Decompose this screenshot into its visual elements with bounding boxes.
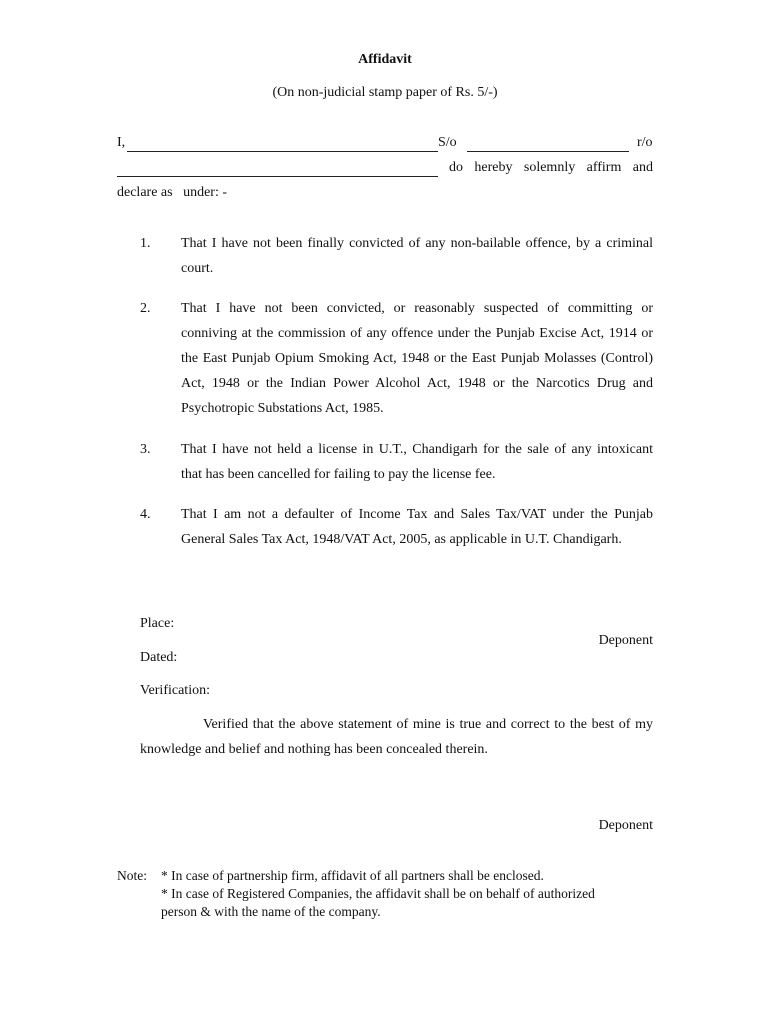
note-line: person & with the name of the company. (161, 904, 381, 919)
item-line: conniving at the commission of any offence under the Punjab Excise Act, 1914 or (181, 326, 653, 341)
item-number: 3. (140, 442, 151, 457)
verification-line: knowledge and belief and nothing has been concealed therein. (140, 742, 488, 757)
note-body (161, 867, 595, 921)
note-line: * In case of Registered Companies, the affidavit shall be on behalf of authorized (161, 886, 595, 901)
affirm-word: hereby (474, 160, 513, 175)
item-line: That I have not been finally convicted of any non-bailable offence, by a criminal (181, 236, 653, 251)
place-label: Place: (140, 616, 175, 631)
item-number: 1. (140, 236, 151, 251)
affirm-phrase (449, 160, 653, 176)
verification-line: Verified that the above statement of mine is true and correct to the best of my (203, 717, 653, 732)
affirm-word: solemnly (523, 160, 576, 175)
verification-statement (140, 712, 653, 762)
item-line: the East Punjab Opium Smoking Act, 1948 or the East Punjab Molasses (Control) (181, 351, 653, 366)
deponent-label: Deponent (598, 633, 653, 648)
item-text (181, 231, 653, 281)
affirm-word: affirm (586, 160, 622, 175)
affirm-word: do (449, 160, 463, 175)
item-number: 4. (140, 507, 151, 522)
item-text (181, 437, 653, 487)
affirm-word: and (632, 160, 653, 175)
note-label: Note: (117, 868, 147, 883)
item-line: That I have not held a license in U.T., Chandigarh for the sale of any intoxicant (181, 442, 653, 457)
item-line: That I am not a defaulter of Income Tax and Sales Tax/VAT under the Punjab (181, 507, 653, 522)
dated-label: Dated: (140, 650, 178, 665)
item-line: Psychotropic Substations Act, 1985. (181, 401, 384, 416)
address-blank-line[interactable] (117, 176, 438, 177)
item-text (181, 502, 653, 552)
father-name-blank-line[interactable] (467, 151, 629, 152)
item-text (181, 296, 653, 421)
intro-i-label: I, (117, 135, 126, 150)
note-line: * In case of partnership firm, affidavit of all partners shall be enclosed. (161, 868, 544, 883)
document-title: Affidavit (358, 52, 412, 67)
item-line: General Sales Tax Act, 1948/VAT Act, 2005, as applicable in U.T. Chandigarh. (181, 532, 622, 547)
item-line: Act, 1948 or the Indian Power Alcohol Act, 1948 or the Narcotics Drug and (181, 376, 653, 391)
document-subtitle: (On non-judicial stamp paper of Rs. 5/-) (272, 85, 498, 100)
item-number: 2. (140, 301, 151, 316)
verification-label: Verification: (140, 683, 210, 698)
intro-ro-label: r/o (637, 135, 653, 150)
deponent-label-2: Deponent (598, 818, 653, 833)
declare-text: declare as under: - (117, 185, 227, 200)
item-line: That I have not been convicted, or reasonably suspected of committing or (181, 301, 653, 316)
name-blank-line[interactable] (127, 151, 438, 152)
item-line: court. (181, 261, 214, 276)
intro-so-label: S/o (438, 135, 457, 150)
item-line: that has been cancelled for failing to pay the license fee. (181, 467, 496, 482)
